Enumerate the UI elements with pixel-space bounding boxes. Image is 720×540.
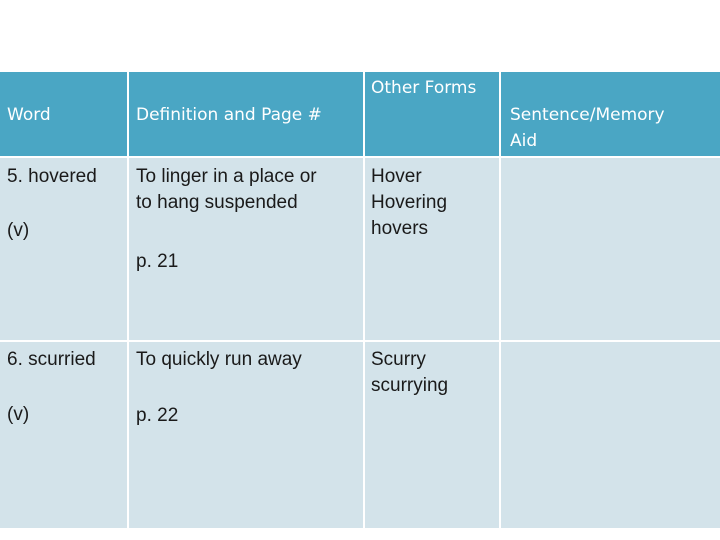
header-definition: Definition and Page # bbox=[136, 105, 322, 125]
row1-other-form: Hover bbox=[371, 166, 422, 187]
row1-other-form: hovers bbox=[371, 218, 429, 239]
row1-definition-line2: to hang suspended bbox=[136, 192, 298, 213]
vocabulary-table bbox=[0, 72, 720, 528]
row2-definition-line1: To quickly run away bbox=[136, 349, 302, 370]
row2-word-cell bbox=[0, 342, 129, 528]
row2-part-of-speech: (v) bbox=[7, 404, 30, 425]
row1-page: p. 21 bbox=[136, 251, 179, 272]
row2-page: p. 22 bbox=[136, 405, 179, 426]
row1-part-of-speech: (v) bbox=[7, 220, 30, 241]
row2-definition-cell bbox=[129, 342, 365, 528]
header-word-cell bbox=[0, 72, 129, 158]
row1-sentence-cell[interactable] bbox=[501, 158, 720, 342]
header-definition-cell bbox=[129, 72, 365, 158]
row1-word-cell bbox=[0, 158, 129, 342]
header-other-forms: Other Forms bbox=[371, 78, 477, 98]
row1-word: 5. hovered bbox=[7, 166, 97, 187]
row1-definition-line1: To linger in a place or bbox=[136, 166, 317, 187]
header-sentence-cell bbox=[501, 72, 720, 158]
header-other-forms-cell bbox=[365, 72, 501, 158]
row1-other-form: Hovering bbox=[371, 192, 448, 213]
row2-sentence-cell[interactable] bbox=[501, 342, 720, 528]
row1-definition-cell bbox=[129, 158, 365, 342]
row2-other-form: Scurry bbox=[371, 349, 426, 370]
header-sentence-line1: Sentence/Memory bbox=[510, 105, 665, 125]
row2-word: 6. scurried bbox=[7, 349, 96, 370]
row1-other-forms-cell bbox=[365, 158, 501, 342]
row2-other-forms-cell bbox=[365, 342, 501, 528]
header-sentence-line2: Aid bbox=[510, 131, 538, 151]
header-word: Word bbox=[7, 105, 51, 125]
row2-other-form: scurrying bbox=[371, 375, 449, 396]
